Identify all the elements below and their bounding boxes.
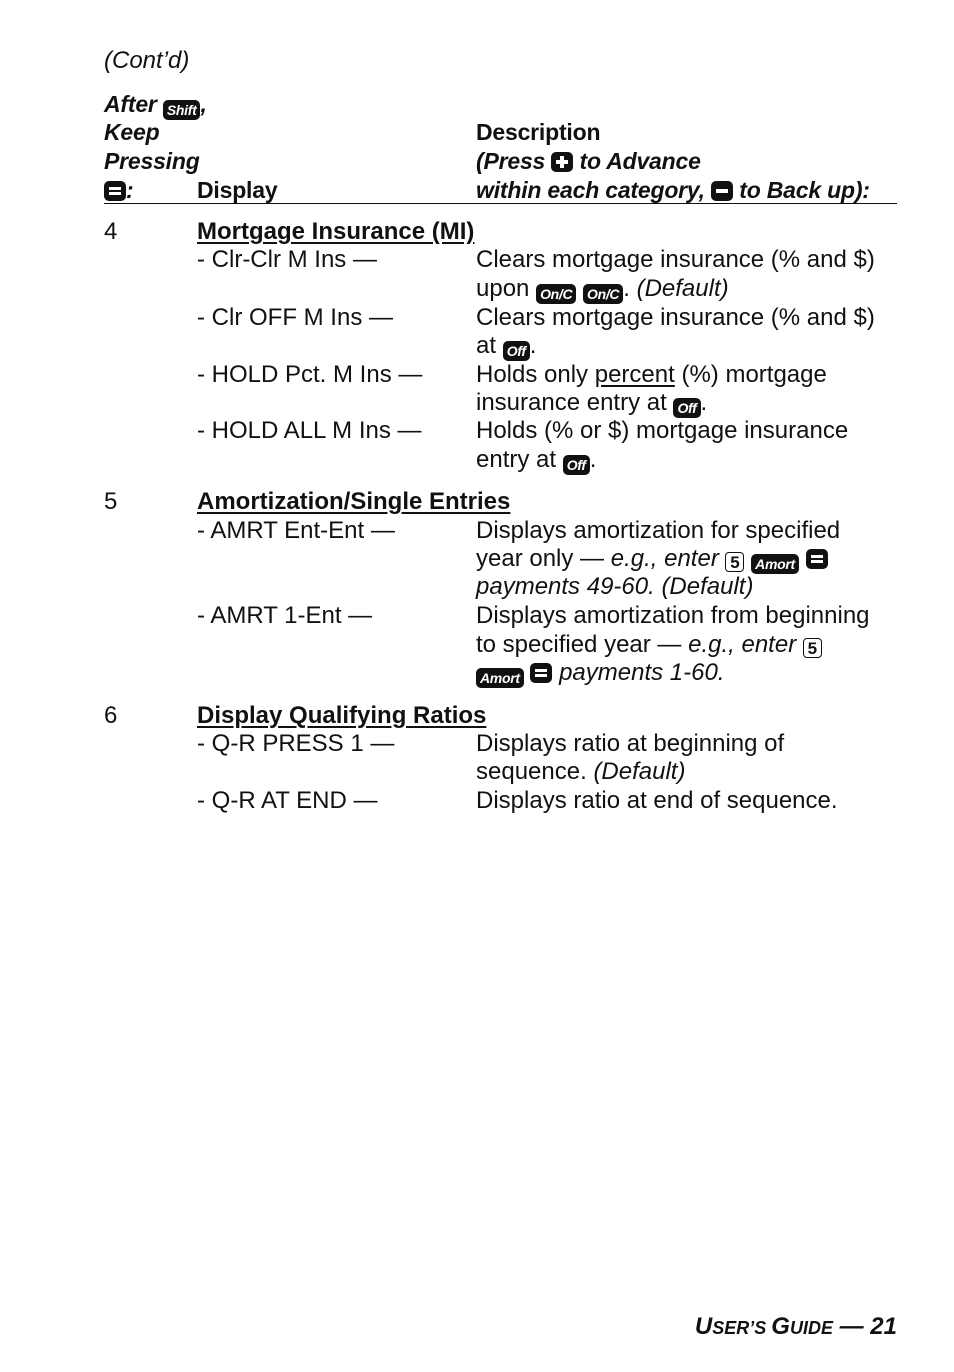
option-description-line: Displays ratio at end of sequence. xyxy=(476,787,838,814)
header-colon: : xyxy=(126,177,134,203)
footer-text: UIDE xyxy=(789,1318,833,1338)
option-description-line: Clears mortgage insurance (% and $) xyxy=(476,304,875,331)
description-text: . xyxy=(700,389,708,416)
header-after xyxy=(104,90,207,120)
equals-key-icon xyxy=(806,549,828,569)
option-label: - HOLD Pct. M Ins — xyxy=(197,361,423,388)
minus-key-icon xyxy=(711,181,733,201)
section-title: Mortgage Insurance (MI) xyxy=(197,218,475,245)
option-label: - HOLD ALL M Ins — xyxy=(197,417,422,444)
header-display: Display xyxy=(197,177,278,203)
option-label: - Q-R PRESS 1 — xyxy=(197,730,395,757)
header-divider xyxy=(104,203,897,204)
description-text: Holds only xyxy=(476,361,589,388)
on-c-key-icon: On/C xyxy=(536,284,576,304)
header-back-up: to Back up): xyxy=(739,177,870,203)
section-number: 5 xyxy=(104,488,118,515)
on-c-key-icon: On/C xyxy=(583,284,623,304)
header-within-category xyxy=(476,176,870,204)
description-text: payments 1-60. xyxy=(559,659,725,686)
description-text: upon xyxy=(476,275,530,302)
example-text: e.g., enter xyxy=(610,545,719,572)
option-description-line xyxy=(476,758,685,786)
header-description: Description xyxy=(476,119,601,145)
option-description-line: payments 49-60. (Default) xyxy=(476,573,754,600)
description-text: sequence. xyxy=(476,758,587,785)
option-label: - Q-R AT END — xyxy=(197,787,378,814)
header-press-text: (Press xyxy=(476,148,546,174)
option-description-line xyxy=(476,361,827,389)
option-description-line xyxy=(476,631,822,659)
option-description-line xyxy=(476,659,725,688)
option-label: - AMRT Ent-Ent — xyxy=(197,517,395,544)
footer-text: G xyxy=(771,1313,790,1340)
equals-key-icon xyxy=(530,663,552,683)
header-after-comma: , xyxy=(200,91,207,117)
amort-key-icon: Amort xyxy=(476,668,524,688)
header-pressing: Pressing xyxy=(104,148,200,174)
section-title: Amortization/Single Entries xyxy=(197,488,511,515)
description-text: to specified year — xyxy=(476,631,682,658)
header-equals-key xyxy=(104,176,133,204)
section-number: 6 xyxy=(104,702,118,729)
footer-text: ’S xyxy=(749,1318,772,1338)
five-key-icon: 5 xyxy=(725,552,744,572)
example-text: e.g., enter xyxy=(688,631,797,658)
option-label: - AMRT 1-Ent — xyxy=(197,602,373,629)
page-footer xyxy=(695,1313,897,1342)
description-text: entry at xyxy=(476,446,557,473)
continued-label: (Cont’d) xyxy=(104,47,190,74)
option-description-line: Displays amortization for specified xyxy=(476,517,841,544)
footer-text: SER xyxy=(712,1318,750,1338)
five-key-icon: 5 xyxy=(803,638,822,658)
header-press-advance xyxy=(476,147,701,175)
header-keep: Keep xyxy=(104,119,160,145)
description-text: (%) mortgage xyxy=(681,361,827,388)
option-description-line xyxy=(476,275,729,304)
option-description-line xyxy=(476,545,828,574)
header-to-advance: to Advance xyxy=(579,148,701,174)
underlined-word: percent xyxy=(594,361,675,388)
page-number: — 21 xyxy=(832,1313,897,1340)
description-text: year only — xyxy=(476,545,605,572)
shift-key-icon: Shift xyxy=(163,100,201,120)
footer-text: U xyxy=(694,1313,713,1340)
header-within-text: within each category, xyxy=(476,177,705,203)
section-title: Display Qualifying Ratios xyxy=(197,702,487,729)
option-label: - Clr-Clr M Ins — xyxy=(197,246,377,273)
description-text: . xyxy=(529,332,537,359)
description-text: insurance entry at xyxy=(476,389,667,416)
equals-key-icon xyxy=(104,181,126,201)
section-number: 4 xyxy=(104,218,118,245)
plus-key-icon xyxy=(551,152,573,172)
option-description-line: Holds (% or $) mortgage insurance xyxy=(476,417,849,444)
option-description-line xyxy=(476,332,536,361)
off-key-icon: Off xyxy=(503,341,530,361)
option-label: - Clr OFF M Ins — xyxy=(197,304,393,331)
option-description-line: Displays ratio at beginning of xyxy=(476,730,785,757)
off-key-icon: Off xyxy=(563,455,590,475)
header-after-text: After xyxy=(104,91,157,117)
option-description-line xyxy=(476,446,596,475)
default-marker: (Default) xyxy=(593,758,686,785)
option-description-line: Clears mortgage insurance (% and $) xyxy=(476,246,875,273)
option-description-line: Displays amortization from beginning xyxy=(476,602,870,629)
amort-key-icon: Amort xyxy=(751,554,799,574)
off-key-icon: Off xyxy=(673,398,700,418)
option-description-line xyxy=(476,389,707,418)
default-marker: (Default) xyxy=(636,275,729,302)
description-text: . xyxy=(623,275,630,302)
description-text: at xyxy=(476,332,497,359)
description-text: . xyxy=(589,446,597,473)
